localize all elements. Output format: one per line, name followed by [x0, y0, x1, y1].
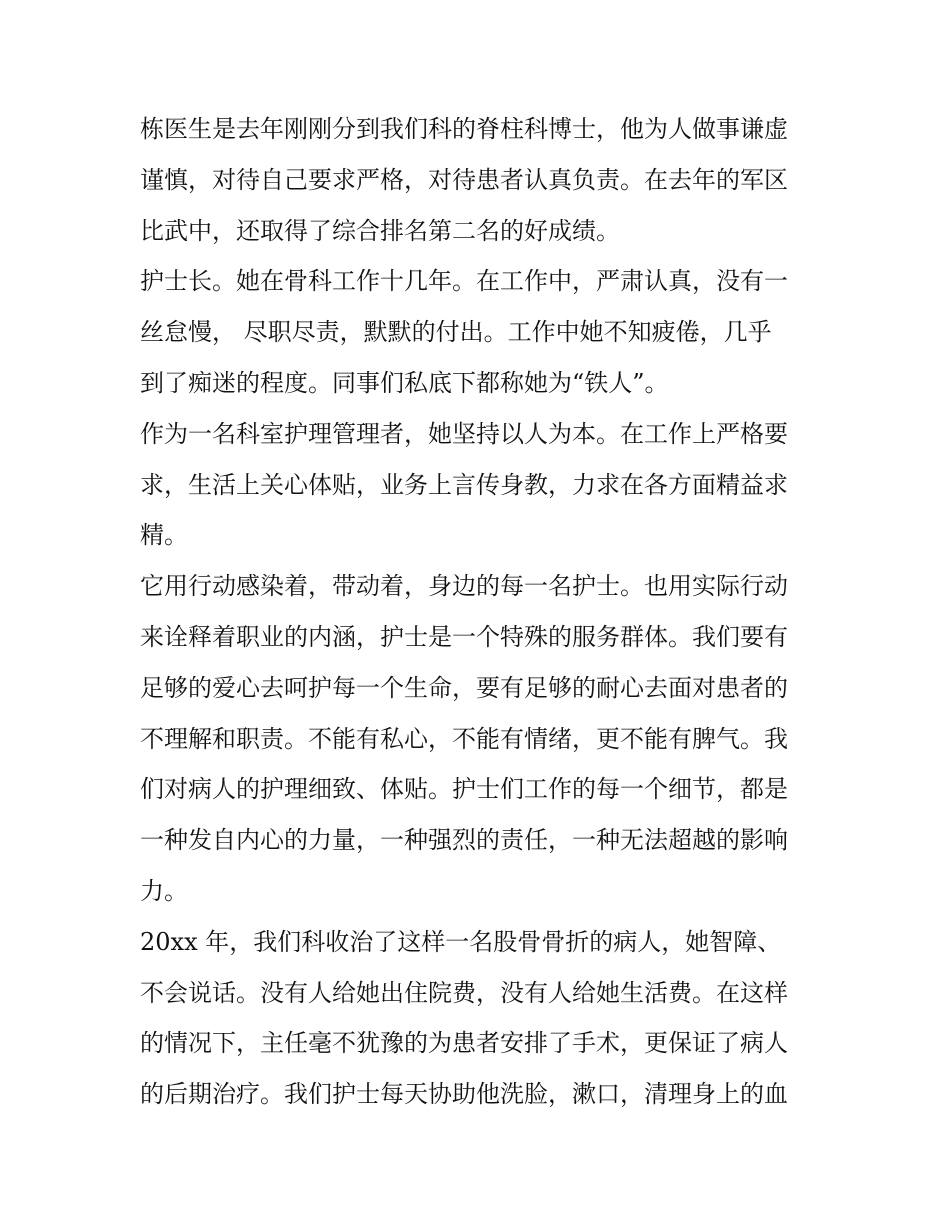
text-line: 力。	[140, 876, 188, 905]
text-line: 栋医生是去年刚刚分到我们科的脊柱科博士，他为人做事谦虚	[140, 115, 788, 143]
text-line: 一种发自内心的力量，一种强烈的责任，一种无法超越的影响	[140, 826, 788, 855]
text-line: 护士长。她在骨科工作十几年。在工作中，严肃认真，没有一	[140, 267, 788, 296]
text-line: 的后期治疗。我们护士每天协助他洗脸，漱口，清理身上的血	[140, 1080, 788, 1109]
text-line: 到了痴迷的程度。同事们私底下都称她为“铁人”。	[140, 368, 669, 397]
text-line: 求，生活上关心体贴，业务上言传身教，力求在各方面精益求	[140, 470, 788, 499]
text-line: 谨慎，对待自己要求严格，对待患者认真负责。在去年的军区	[140, 165, 788, 194]
body-text	[140, 104, 820, 1120]
text-line: 比武中，还取得了综合排名第二名的好成绩。	[140, 216, 620, 245]
text-line: 不会说话。没有人给她出住院费，没有人给她生活费。在这样	[140, 978, 788, 1007]
text-line: 来诠释着职业的内涵，护士是一个特殊的服务群体。我们要有	[140, 622, 788, 651]
text-line: 精。	[140, 521, 188, 550]
text-line: 丝怠慢， 尽职尽责，默默的付出。工作中她不知疲倦，几乎	[140, 318, 772, 347]
text-line: 它用行动感染着，带动着，身边的每一名护士。也用实际行动	[140, 572, 788, 601]
text-line: 20xx 年，我们科收治了这样一名股骨骨折的病人，她智障、	[140, 927, 782, 956]
text-line: 的情况下，主任毫不犹豫的为患者安排了手术，更保证了病人	[140, 1029, 788, 1058]
text-line: 足够的爱心去呵护每一个生命，要有足够的耐心去面对患者的	[140, 673, 788, 702]
text-line: 们对病人的护理细致、体贴。护士们工作的每一个细节，都是	[140, 775, 788, 804]
text-line: 作为一名科室护理管理者，她坚持以人为本。在工作上严格要	[140, 419, 788, 448]
text-line: 不理解和职责。不能有私心，不能有情绪，更不能有脾气。我	[140, 724, 788, 753]
